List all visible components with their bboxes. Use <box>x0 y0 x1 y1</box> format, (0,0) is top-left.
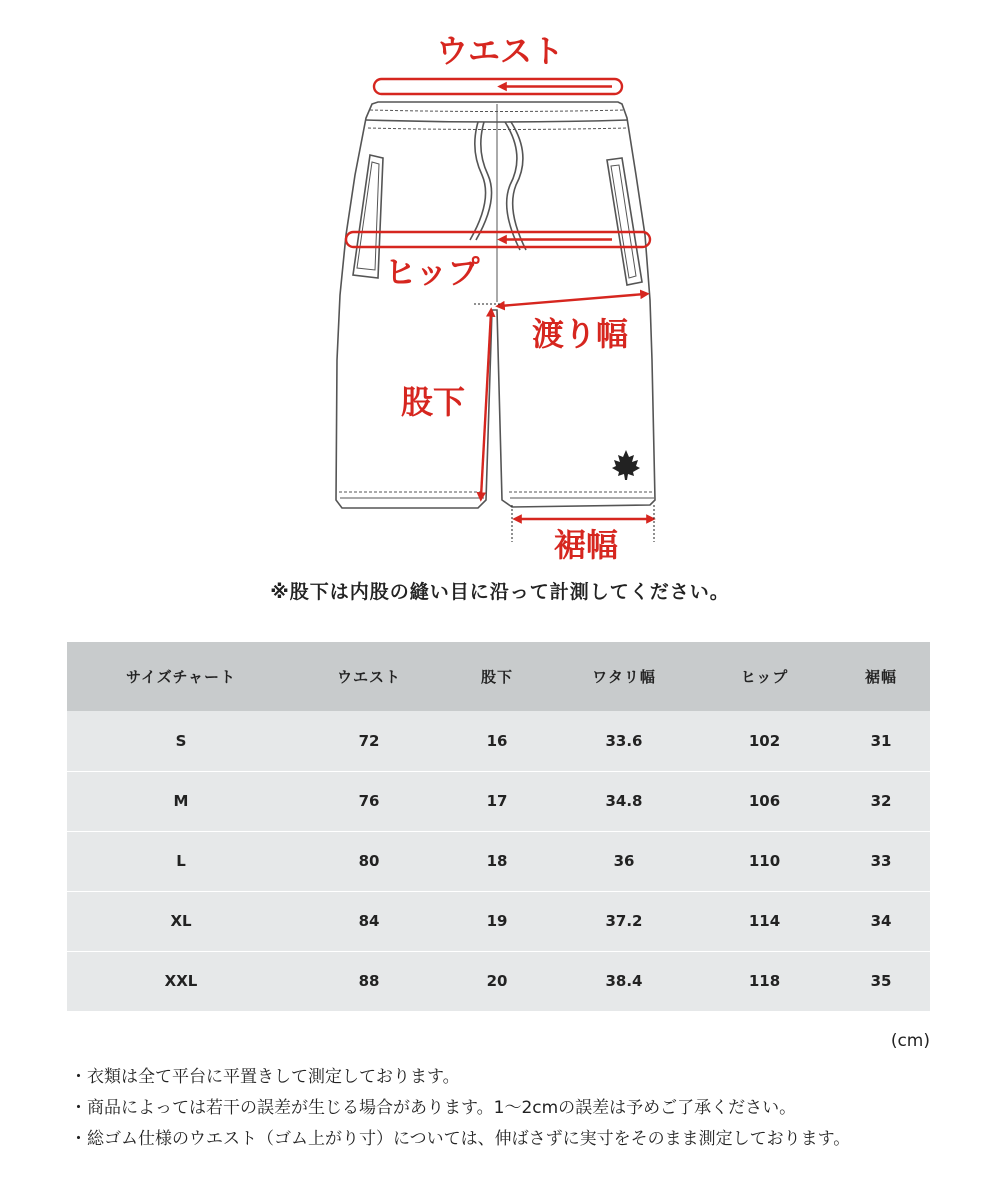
hip-cell: 110 <box>697 831 832 891</box>
header-thigh: ワタリ幅 <box>592 668 656 686</box>
table-row <box>67 771 930 831</box>
waist-cell: 80 <box>295 831 443 891</box>
waist-cell: 72 <box>358 731 380 750</box>
table-header-row <box>67 642 930 711</box>
thigh-cell: 34.8 <box>551 771 697 831</box>
size-cell: M <box>67 771 295 831</box>
note-item: ・総ゴム仕様のウエスト（ゴム上がり寸）については、伸ばさずに実寸をそのまま測定しております。 <box>70 1129 851 1149</box>
inseam-cell: 17 <box>443 771 551 831</box>
hem-cell: 31 <box>870 731 892 750</box>
hip-cell: 106 <box>697 771 832 831</box>
waist-cell: 76 <box>295 771 443 831</box>
thigh-cell: 38.4 <box>551 951 697 1011</box>
thigh-cell: 36 <box>551 831 697 891</box>
hem-cell: 32 <box>832 771 930 831</box>
waist-cell: 84 <box>295 891 443 951</box>
notes-list <box>70 1062 850 1155</box>
hip-cell: 102 <box>748 731 781 750</box>
unit-label: (cm) <box>890 1031 930 1051</box>
waist-label: ウエスト <box>435 32 565 70</box>
inseam-cell: 18 <box>443 831 551 891</box>
hem-label: 裾幅 <box>553 526 619 560</box>
hip-cell: 114 <box>697 891 832 951</box>
inseam-label: 股下 <box>400 383 466 421</box>
thigh-cell: 33.6 <box>605 731 643 750</box>
table-row <box>67 711 930 771</box>
waist-cell: 88 <box>295 951 443 1011</box>
size-chart-table <box>67 642 930 1011</box>
table-row <box>67 891 930 951</box>
measurement-note: ※股下は内股の縫い目に沿って計測してください。 <box>270 581 730 603</box>
header-size-chart: サイズチャート <box>125 668 237 686</box>
size-cell: S <box>175 731 187 750</box>
table-row <box>67 831 930 891</box>
header-hip: ヒップ <box>740 668 789 686</box>
shorts-measurement-diagram <box>0 0 1000 560</box>
note-item: ・商品によっては若干の誤差が生じる場合があります。1～2cmの誤差は予めご了承ください。 <box>70 1098 797 1118</box>
note-item: ・衣類は全て平台に平置きして測定しております。 <box>70 1067 460 1087</box>
inseam-cell: 19 <box>443 891 551 951</box>
header-hem: 裾幅 <box>864 668 897 686</box>
header-waist: ウエスト <box>336 668 401 686</box>
size-cell: L <box>67 831 295 891</box>
thigh-label: 渡り幅 <box>531 315 629 353</box>
header-inseam: 股下 <box>480 668 513 686</box>
inseam-cell: 20 <box>443 951 551 1011</box>
size-cell: XXL <box>67 951 295 1011</box>
hip-label: ヒップ <box>384 253 480 291</box>
shorts-illustration <box>336 102 655 508</box>
size-cell: XL <box>67 891 295 951</box>
hem-cell: 35 <box>832 951 930 1011</box>
table-row <box>67 951 930 1011</box>
hip-cell: 118 <box>697 951 832 1011</box>
hem-cell: 34 <box>832 891 930 951</box>
thigh-cell: 37.2 <box>551 891 697 951</box>
hem-cell: 33 <box>832 831 930 891</box>
inseam-cell: 16 <box>486 731 508 750</box>
